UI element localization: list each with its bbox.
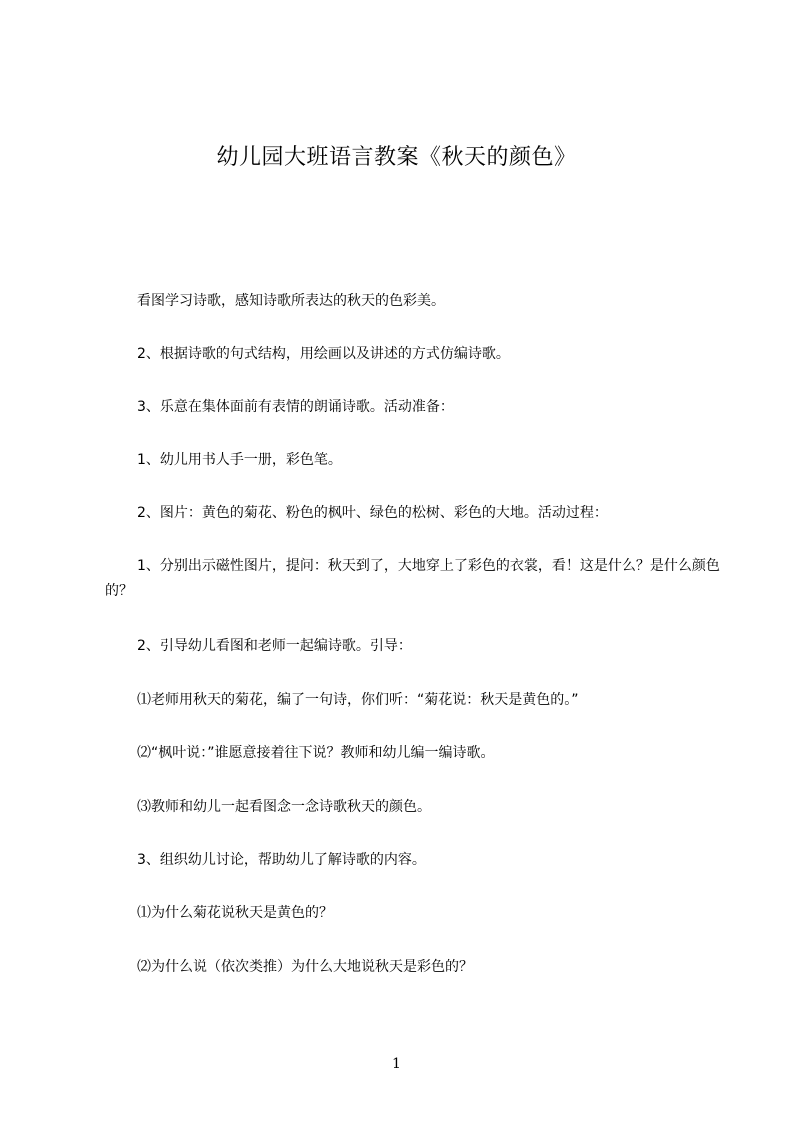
paragraph-process-3-item-2: ⑵为什么说（依次类推）为什么大地说秋天是彩色的？ — [137, 959, 473, 975]
paragraph-process-2: 2、引导幼儿看图和老师一起编诗歌。引导： — [137, 638, 412, 654]
paragraph-process-3: 3、组织幼儿讨论，帮助幼儿了解诗歌的内容。 — [137, 852, 426, 868]
paragraph-process-2-item-1: ⑴老师用秋天的菊花，编了一句诗，你们听：“菊花说：秋天是黄色的。” — [137, 692, 579, 708]
paragraph-prep-1: 1、幼儿用书人手一册，彩色笔。 — [137, 452, 342, 468]
document-title: 幼儿园大班语言教案《秋天的颜色》 — [216, 145, 577, 170]
paragraph-process-2-item-3: ⑶教师和幼儿一起看图念一念诗歌秋天的颜色。 — [137, 799, 431, 815]
page-number: 1 — [392, 1056, 401, 1072]
paragraph-prep-2: 2、图片：黄色的菊花、粉色的枫叶、绿色的松树、彩色的大地。活动过程： — [137, 505, 608, 521]
paragraph-process-1: 1、分别出示磁性图片，提问：秋天到了，大地穿上了彩色的衣裳，看！这是什么？是什么颜色的？ — [105, 558, 720, 599]
paragraph-objective-2: 2、根据诗歌的句式结构，用绘画以及讲述的方式仿编诗歌。 — [137, 346, 510, 362]
paragraph-process-3-item-1: ⑴为什么菊花说秋天是黄色的？ — [137, 905, 333, 921]
paragraph-objective-3: 3、乐意在集体面前有表情的朗诵诗歌。活动准备： — [137, 399, 454, 415]
paragraph-objective-1: 看图学习诗歌，感知诗歌所表达的秋天的色彩美。 — [137, 293, 445, 309]
paragraph-process-2-item-2: ⑵“枫叶说：”谁愿意接着往下说？教师和幼儿编一编诗歌。 — [137, 745, 495, 761]
